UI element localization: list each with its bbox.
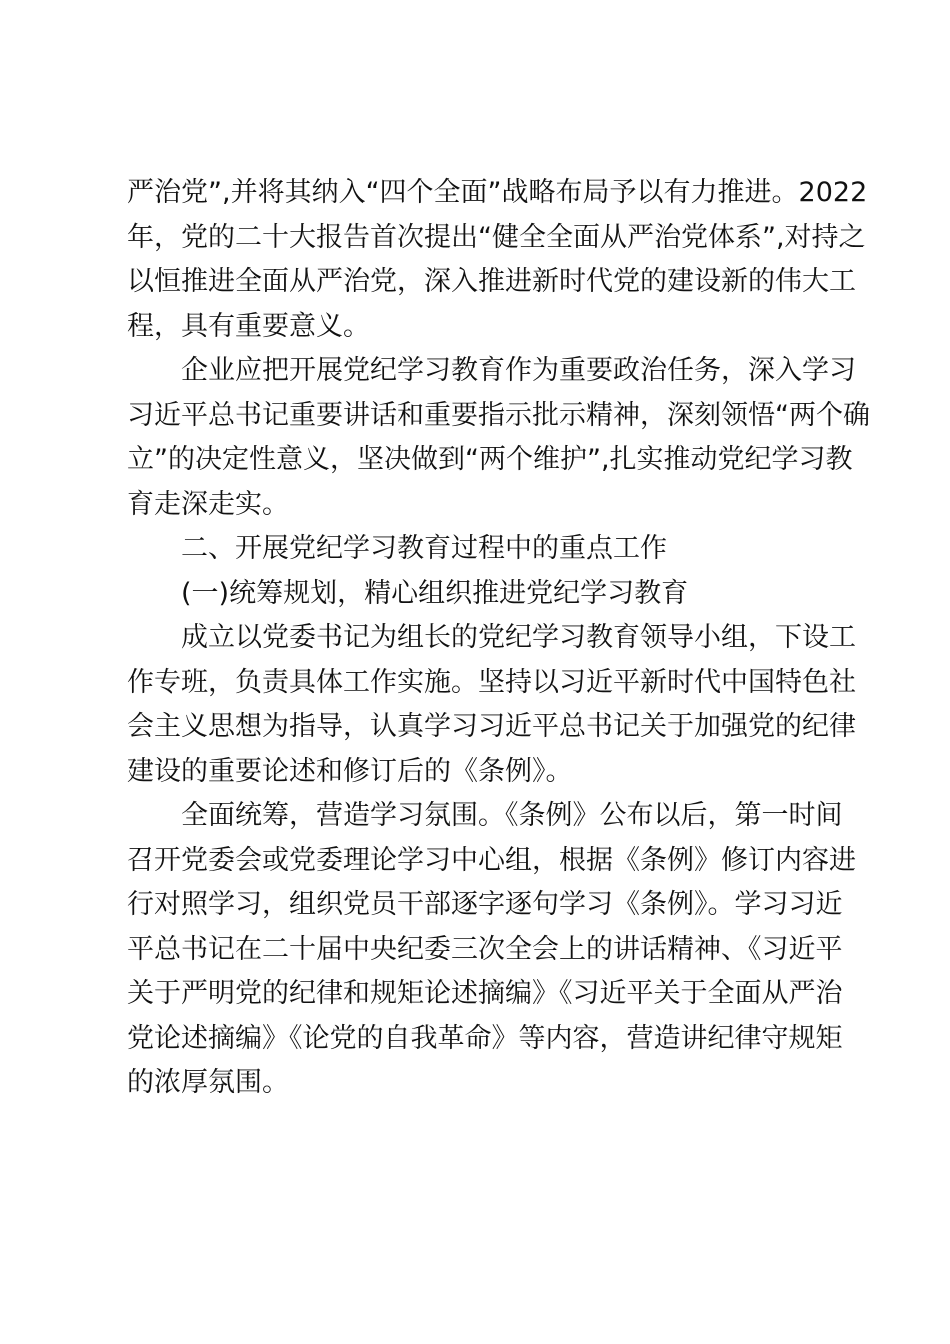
subsection-heading: (一)统筹规划，精心组织推进党纪学习教育: [181, 577, 689, 609]
text-line: 习近平总书记重要讲话和重要指示批示精神，深刻领悟“两个确: [127, 399, 870, 431]
text-line: 会主义思想为指导，认真学习习近平总书记关于加强党的纪律: [127, 711, 856, 742]
text-line: 的浓厚氛围。: [127, 1067, 289, 1098]
text-line: 立”的决定性意义，坚决做到“两个维护”,扎实推动党纪学习教: [127, 444, 853, 475]
text-line: 程，具有重要意义。: [127, 310, 370, 342]
text-line: 企业应把开展党纪学习教育作为重要政治任务，深入学习: [181, 355, 856, 386]
text-line: 育走深走实。: [127, 488, 289, 520]
text-line: 作专班，负责具体工作实施。坚持以习近平新时代中国特色社: [127, 666, 856, 698]
text-line: 平总书记在二十届中央纪委三次全会上的讲话精神、《习近平: [127, 933, 843, 965]
text-line: 建设的重要论述和修订后的《条例》。: [127, 755, 573, 787]
text-line: 关于严明党的纪律和规矩论述摘编》《习近平关于全面从严治: [127, 978, 843, 1009]
text-line: 成立以党委书记为组长的党纪学习教育领导小组，下设工: [181, 622, 856, 653]
text-line: 召开党委会或党委理论学习中心组，根据《条例》修订内容进: [127, 844, 856, 876]
text-line: 行对照学习，组织党员干部逐字逐句学习《条例》。学习习近: [127, 889, 843, 920]
document-body: [127, 171, 870, 1106]
text-line: 严治党”,并将其纳入“四个全面”战略布局予以有力推进。2022: [127, 177, 868, 208]
section-heading: 二、开展党纪学习教育过程中的重点工作: [181, 533, 667, 564]
text-line: 年，党的二十大报告首次提出“健全全面从严治党体系”,对持之: [127, 221, 866, 253]
text-line: 以恒推进全面从严治党，深入推进新时代党的建设新的伟大工: [127, 266, 856, 297]
text-line: 党论述摘编》《论党的自我革命》等内容，营造讲纪律守规矩: [127, 1022, 843, 1054]
text-line: 全面统筹，营造学习氛围。《条例》公布以后，第一时间: [181, 800, 843, 831]
